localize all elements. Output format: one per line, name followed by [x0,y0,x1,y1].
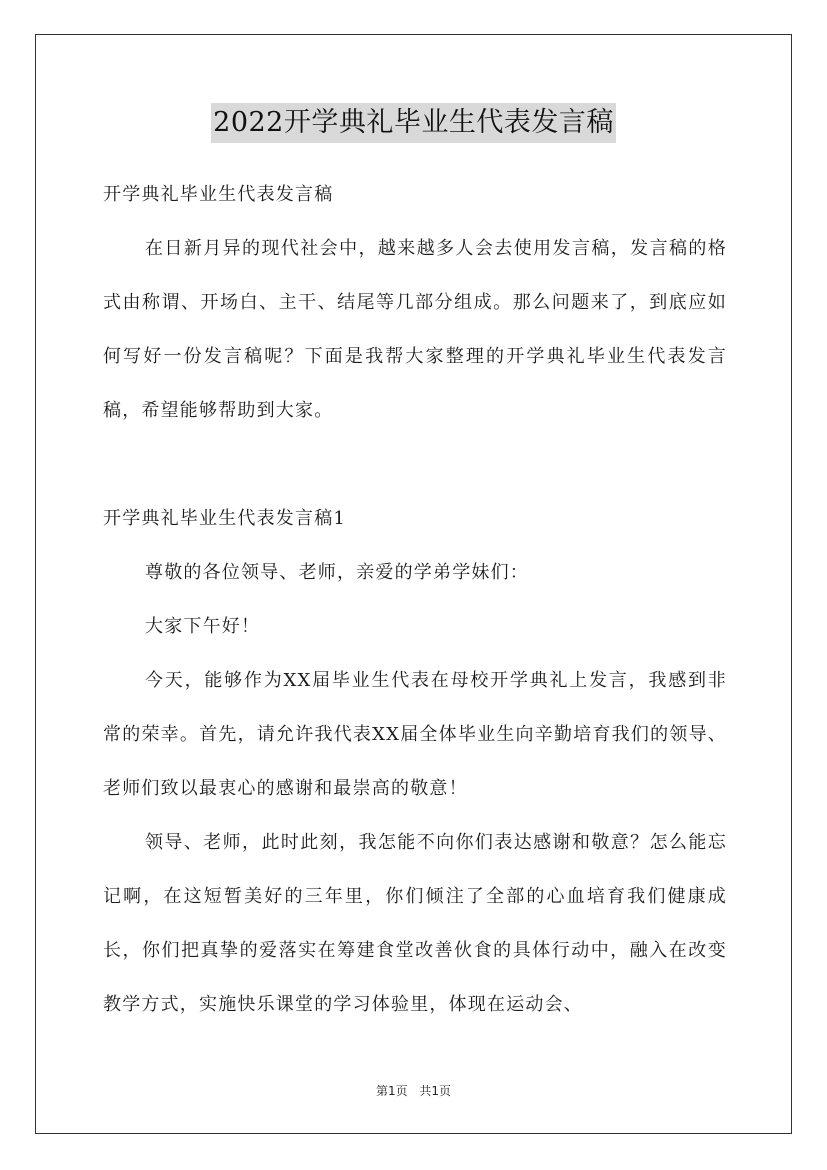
document-title: 2022开学典礼毕业生代表发言稿 [211,103,616,143]
page-number: 第1页 [375,1084,408,1098]
greeting: 大家下午好！ [145,616,261,637]
intro-paragraph: 在日新月异的现代社会中，越来越多人会去使用发言稿，发言稿的格式由称谓、开场白、主干、结尾等几部分组成。那么问题来了，到底应如何写好一份发言稿呢？下面是我帮大家整理的开学典礼毕业生代表发言稿，希望能够帮助到大家。 [103,238,727,421]
page-footer [0,1082,827,1099]
body-paragraph-2: 领导、老师，此时此刻，我怎能不向你们表达感谢和敬意？怎么能忘记啊，在这短暂美好的三年里，你们倾注了全部的心血培育我们健康成长，你们把真挚的爱落实在筹建食堂改善伙食的具体行动中，融入在改变教学方式，实施快乐课堂的学习体验里，体现在运动会、 [103,832,727,1015]
salutation: 尊敬的各位领导、老师，亲爱的学弟学妹们： [145,562,529,583]
section-heading: 开学典礼毕业生代表发言稿1 [103,508,347,529]
page-total: 共1页 [419,1084,452,1098]
subtitle: 开学典礼毕业生代表发言稿 [103,184,334,205]
body-paragraph-1: 今天，能够作为XX届毕业生代表在母校开学典礼上发言，我感到非常的荣幸。首先，请允许我代表XX届全体毕业生向辛勤培育我们的领导、老师们致以最衷心的感谢和最崇高的敬意！ [103,670,727,799]
document-body [103,168,727,1032]
paragraph-gap [103,438,727,492]
title-wrap [0,103,827,143]
